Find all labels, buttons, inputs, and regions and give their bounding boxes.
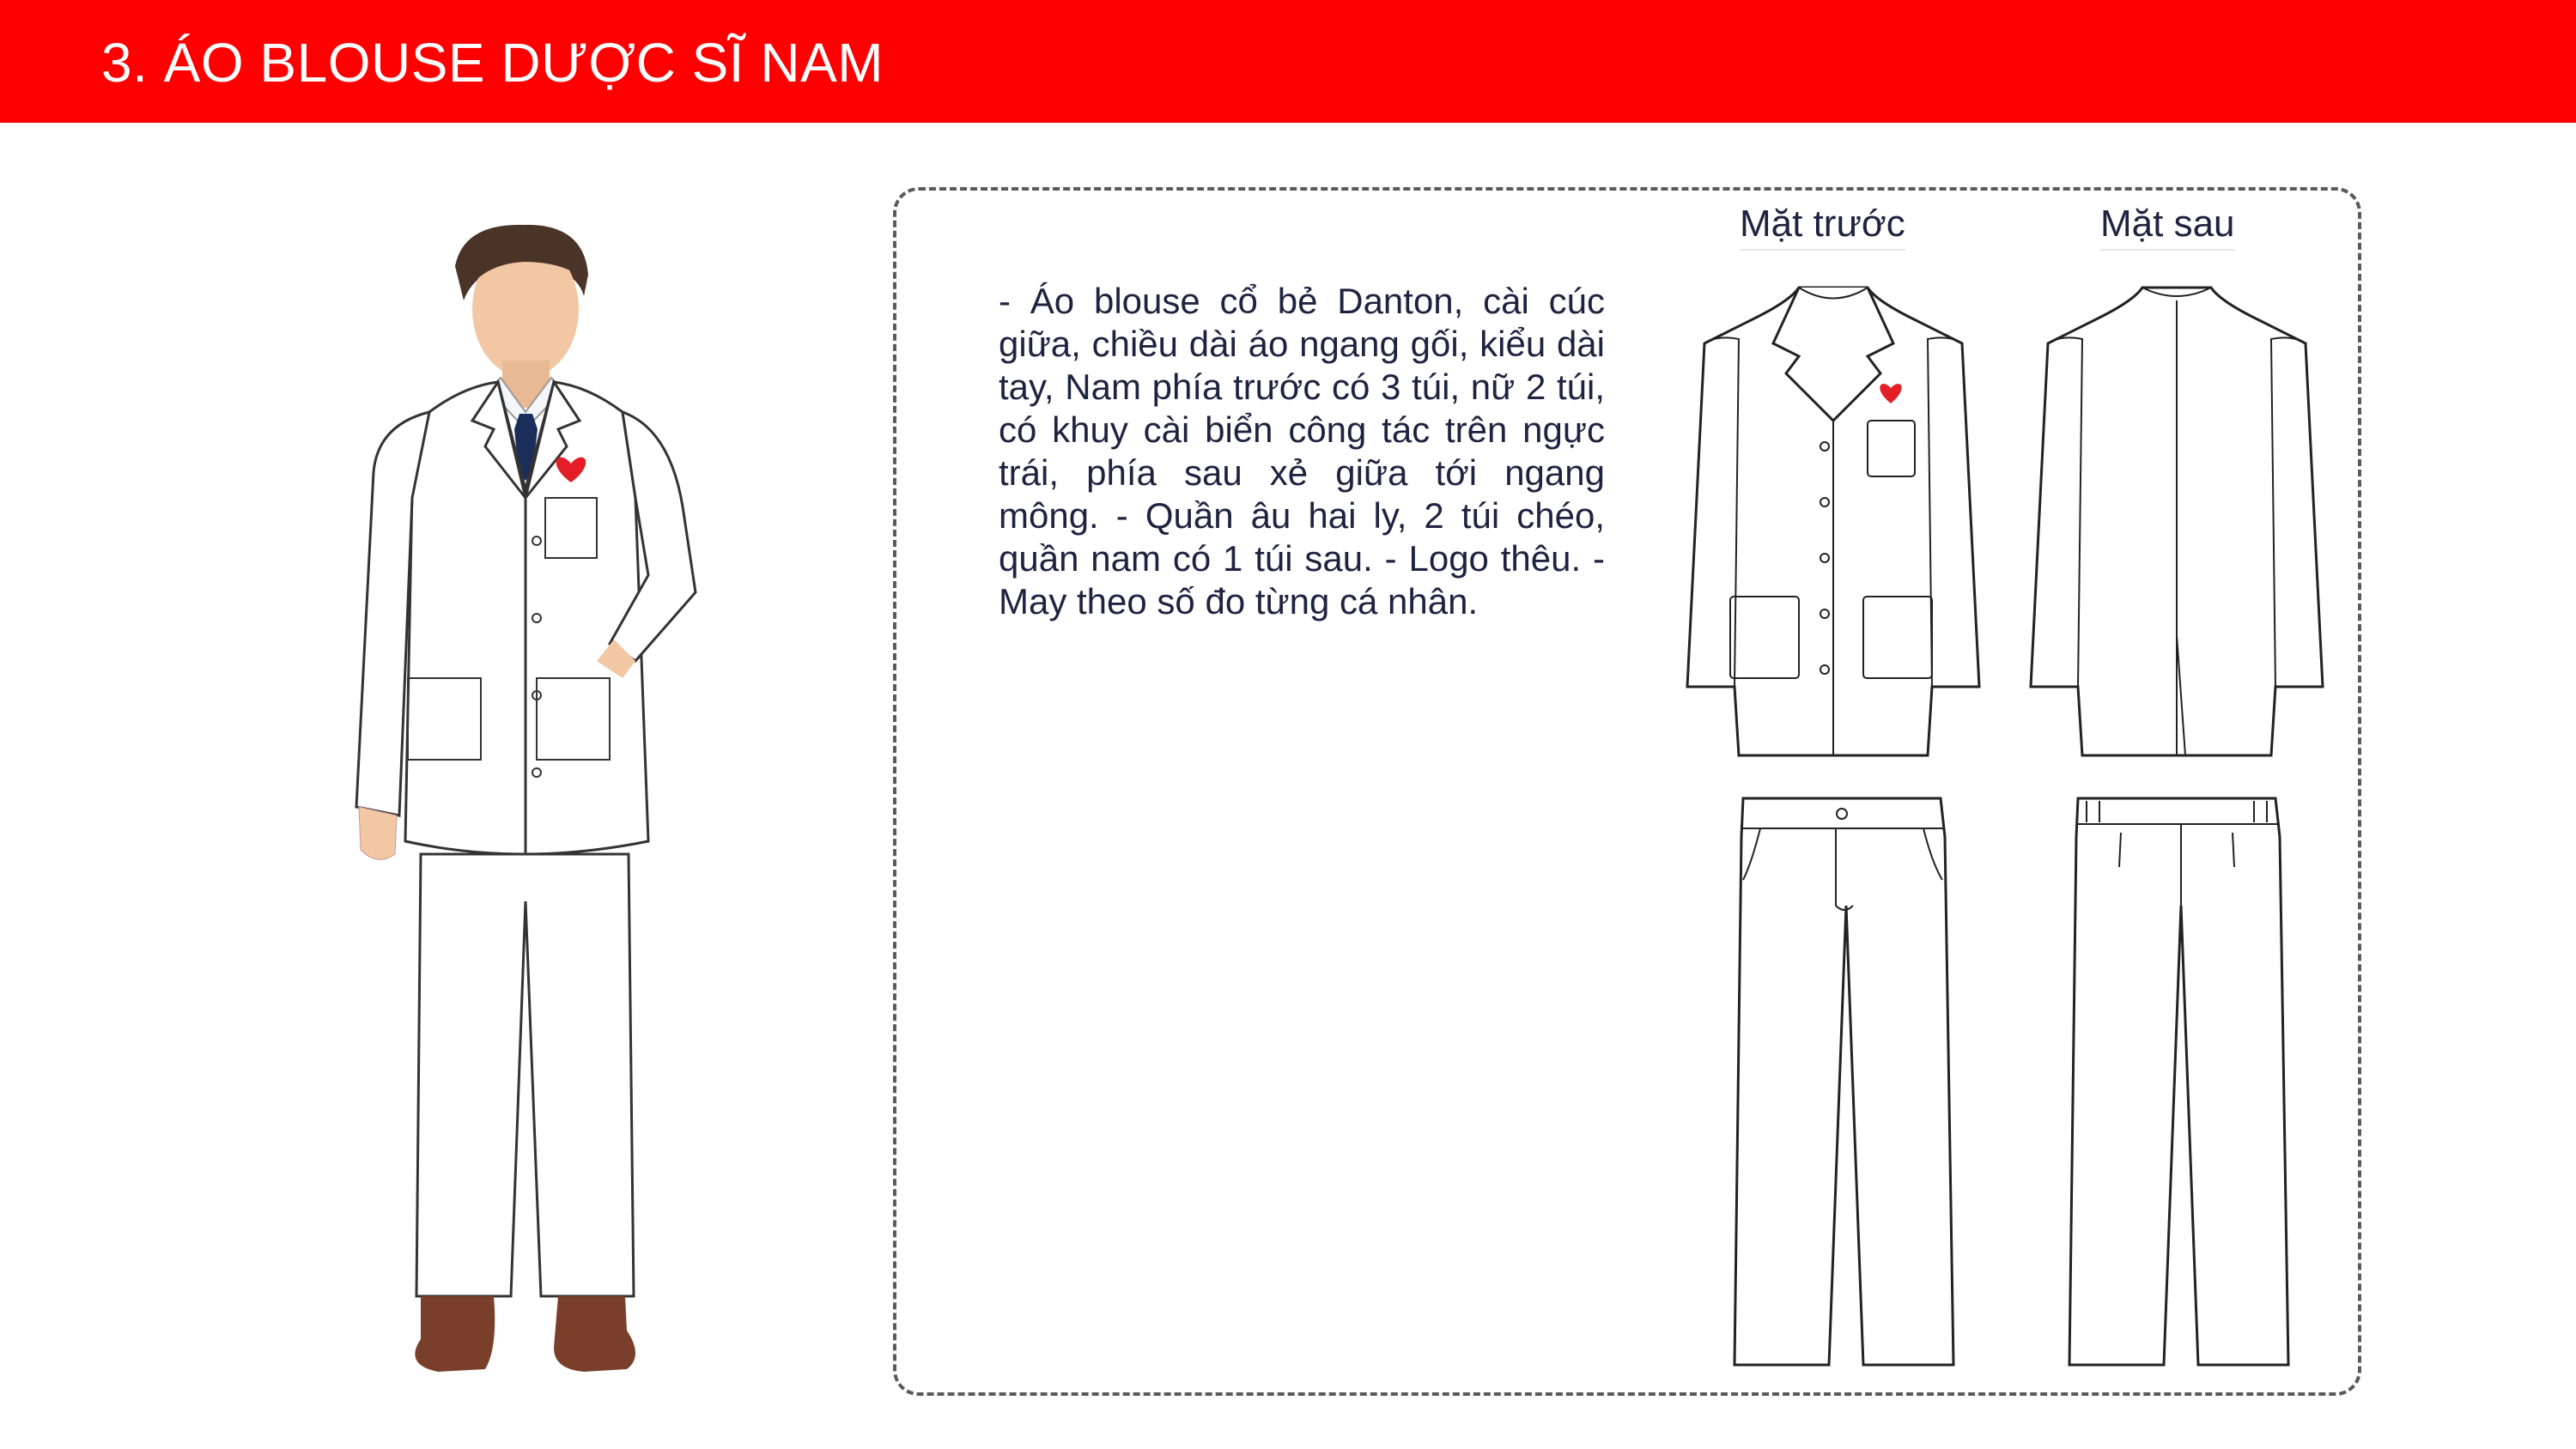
- garment-description: - Áo blouse cổ bẻ Danton, cài cúc giữa, chiều dài áo ngang gối, kiểu dài tay, Nam phía trước có 3 túi, nữ 2 túi, có khuy cài biển công tác trên ngực trái, phía sau xẻ giữa tới ngang mông. - Quần âu hai ly, 2 túi chéo, quần nam có 1 túi sau. - Logo thêu. - May theo số đo từng cá nhân.: [999, 281, 1605, 621]
- header-bar: [0, 0, 2576, 123]
- model-figure-graphic: [326, 215, 756, 1391]
- front-pants-sketch: [1726, 785, 1958, 1369]
- front-coat-sketch: [1679, 275, 1988, 764]
- back-coat-sketch: [2022, 275, 2331, 764]
- front-view-label: Mặt trước: [1740, 203, 1905, 251]
- model-illustration: [326, 215, 756, 1391]
- back-pants-sketch: [2061, 785, 2293, 1369]
- back-view-label: Mặt sau: [2100, 203, 2235, 251]
- page-title: 3. ÁO BLOUSE DƯỢC SĨ NAM: [101, 32, 884, 94]
